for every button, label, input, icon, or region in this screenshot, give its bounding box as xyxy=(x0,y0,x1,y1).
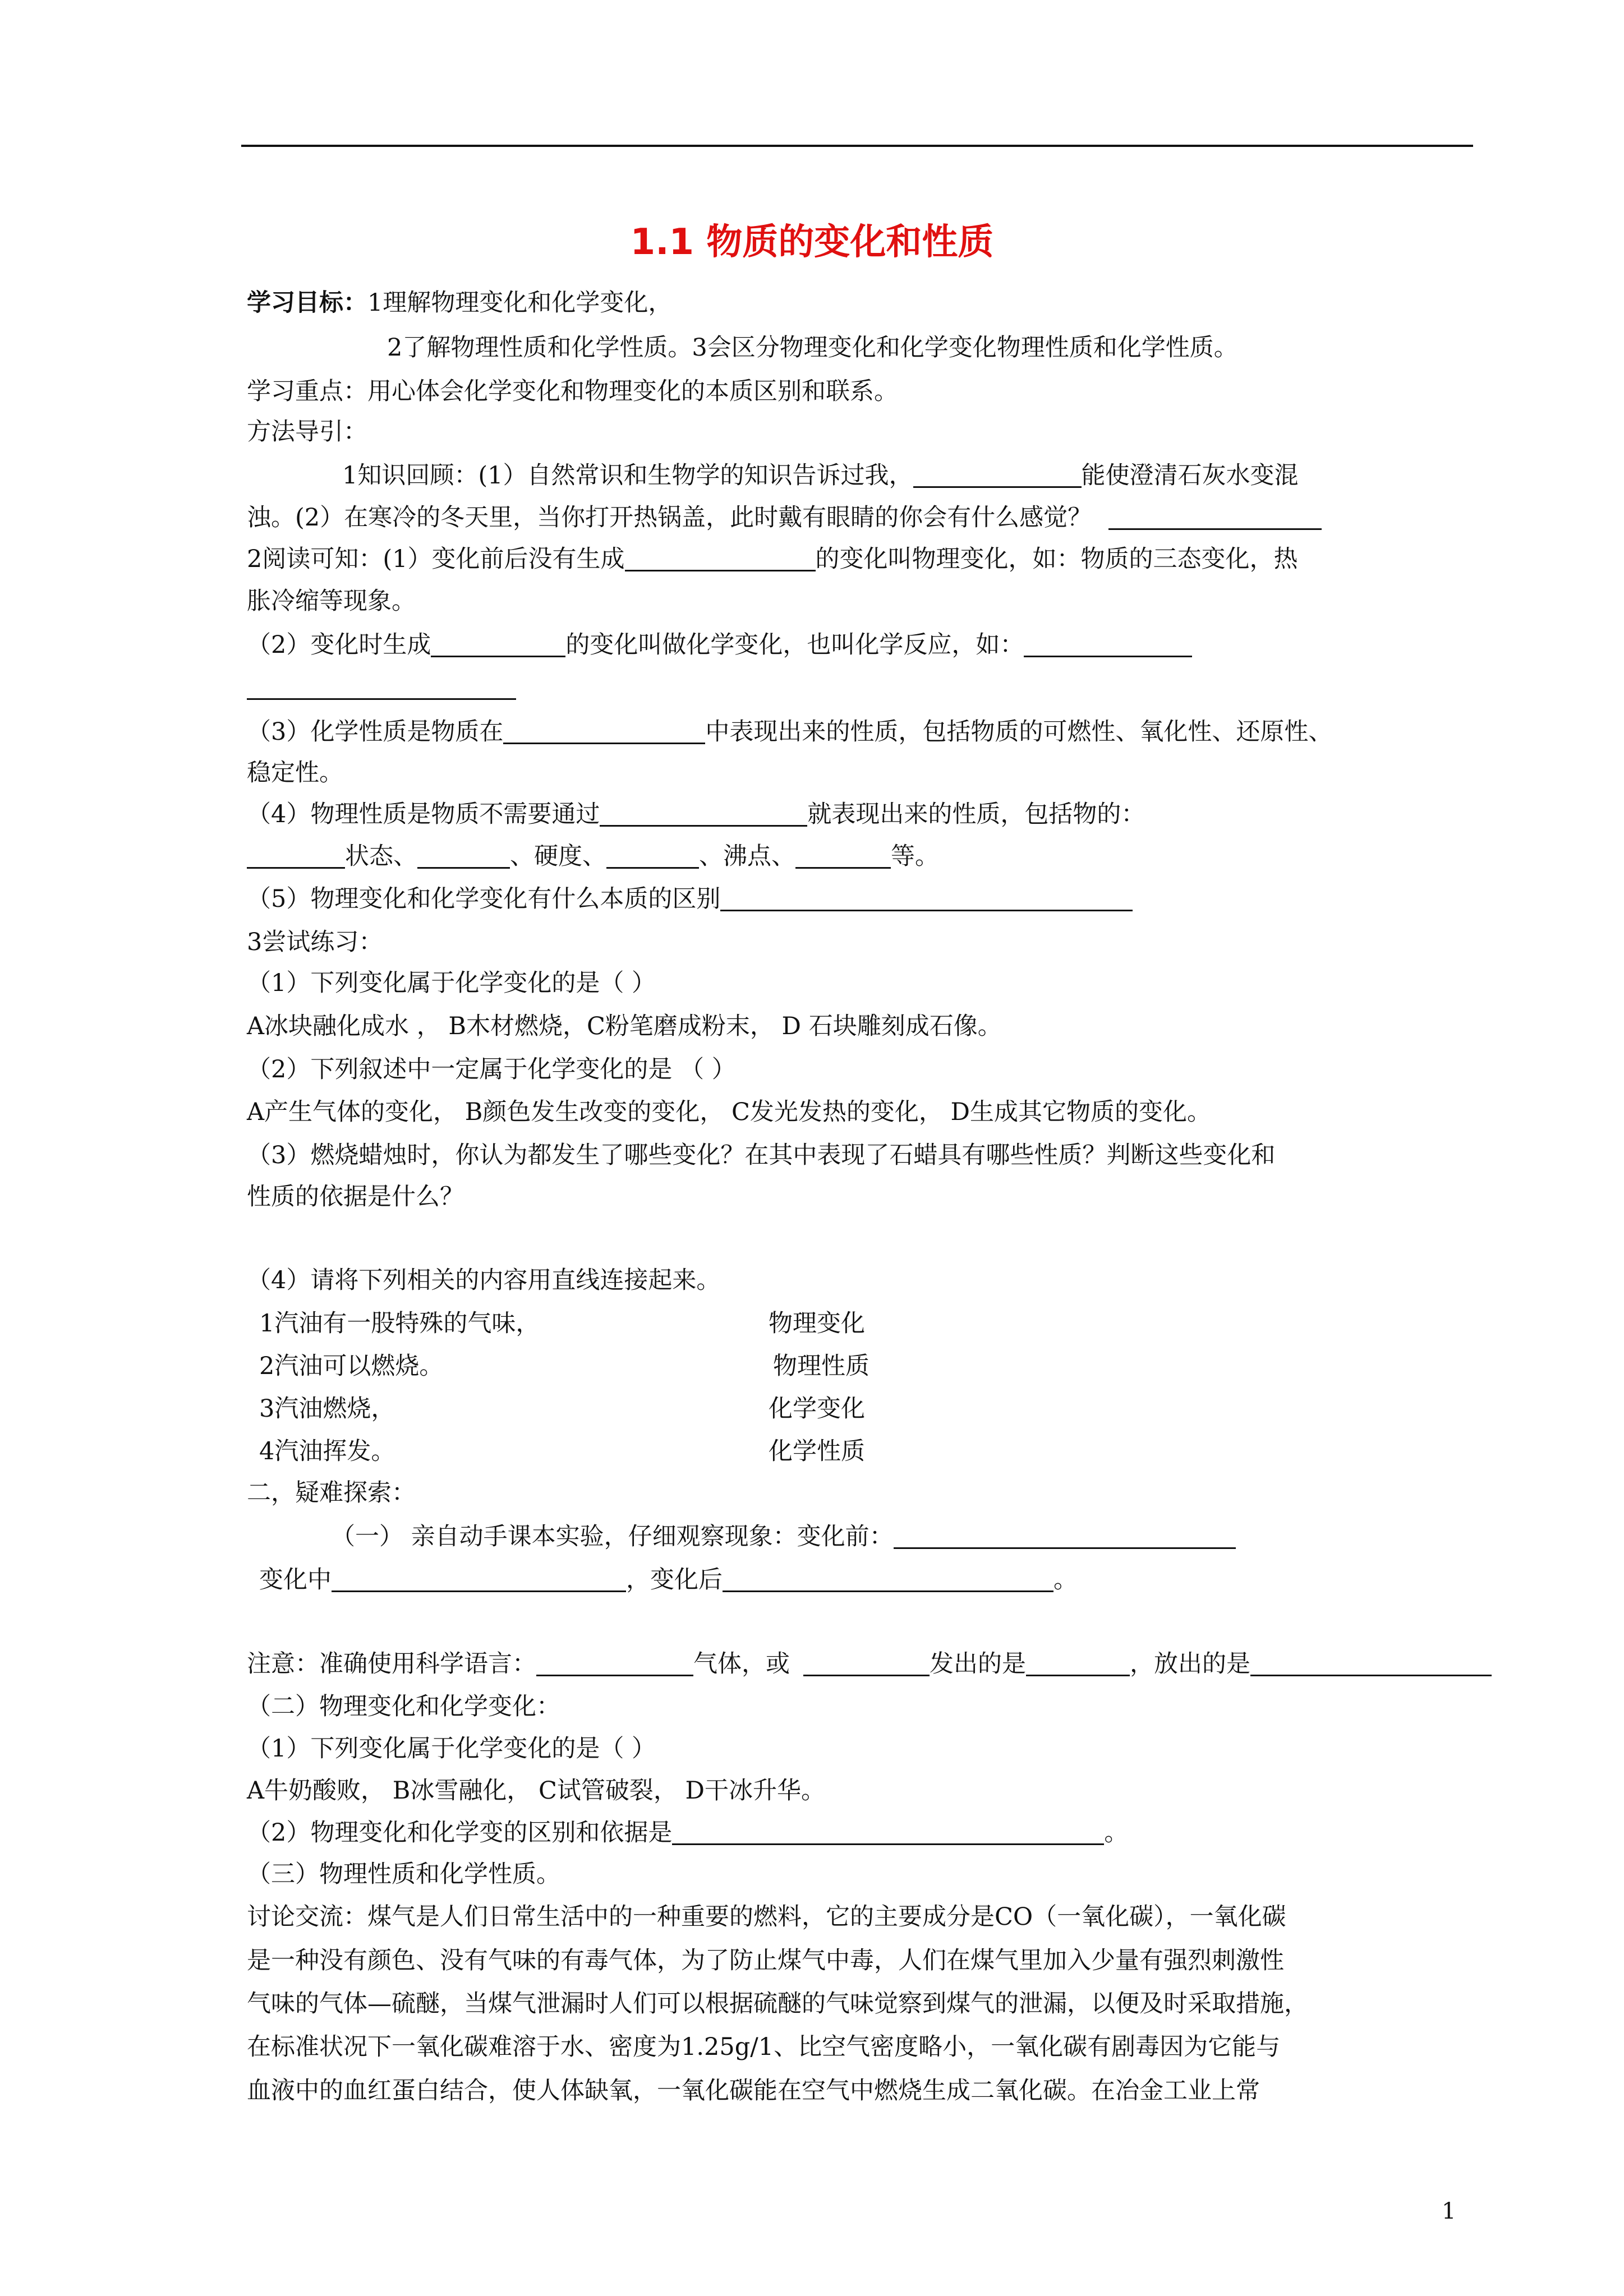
discussion-line: 是一种没有颜色、没有气味的有毒气体，为了防止煤气中毒，人们在煤气里加入少量有强烈刺激性 xyxy=(247,1947,1284,1975)
objective-2: 2了解物理性质和化学性质。3会区分物理变化和化学变化物理性质和化学性质。 xyxy=(387,334,1238,362)
reading-q4: （4）物理性质是物质不需要通过 就表现出来的性质，包括物的： xyxy=(247,797,1145,831)
practice-q2-options: A产生气体的变化， B颜色发生改变的变化， C发光发热的变化， D生成其它物质的变化。 xyxy=(247,1098,1212,1126)
answer-blank[interactable] xyxy=(803,1648,930,1676)
explore-s2-options: A牛奶酸败， B冰雪融化， C试管破裂， D干冰升华。 xyxy=(247,1777,826,1805)
practice-heading: 3尝试练习： xyxy=(247,928,383,956)
review-line-1: 1知识回顾：(1）自然常识和生物学的知识告诉过我， 能使澄清石灰水变混 xyxy=(342,459,1299,492)
answer-blank[interactable] xyxy=(625,543,816,571)
explore-s2-q2: （2）物理变化和化学变的区别和依据是 。 xyxy=(247,1816,1128,1850)
reading-q2-cont xyxy=(247,671,516,704)
match-left-item: 3汽油燃烧， xyxy=(259,1395,395,1423)
header-rule xyxy=(241,145,1473,147)
answer-blank[interactable] xyxy=(795,840,891,869)
answer-blank[interactable] xyxy=(600,798,807,827)
objectives-line-1 xyxy=(247,286,672,320)
answer-blank[interactable] xyxy=(606,840,699,869)
match-right-item: 物理变化 xyxy=(769,1310,865,1338)
explore-s1-cont: 变化中 ，变化后 。 xyxy=(259,1563,1078,1597)
reading-line-2: 胀冷缩等现象。 xyxy=(247,587,416,615)
practice-q1-options: A冰块融化成水 ， B木材燃烧，C粉笔磨成粉末， D 石块雕刻成石像。 xyxy=(247,1012,1002,1040)
answer-blank[interactable] xyxy=(723,1564,1053,1592)
answer-blank[interactable] xyxy=(894,1520,1236,1549)
reading-q3-cont: 稳定性。 xyxy=(247,759,343,787)
discussion-line: 气味的气体—硫醚，当煤气泄漏时人们可以根据硫醚的气味觉察到煤气的泄漏，以便及时采取措施， xyxy=(247,1990,1308,2018)
explore-s2-q1: （1）下列变化属于化学变化的是（ ） xyxy=(247,1735,656,1763)
explore-s1: （一） 亲自动手课本实验，仔细观察现象：变化前： xyxy=(331,1520,1236,1553)
reading-q3: （3）化学性质是物质在 中表现出来的性质，包括物质的可燃性、氧化性、还原性、 xyxy=(247,715,1332,749)
answer-blank[interactable] xyxy=(247,671,516,700)
reading-q4-cont: 状态、 、硬度、 、沸点、 等。 xyxy=(247,840,939,873)
discussion-line: 在标准状况下一氧化碳难溶于水、密度为1.25g/1、比空气密度略小，一氧化碳有剧毒因为它能与 xyxy=(247,2033,1281,2061)
page-number: 1 xyxy=(1442,2198,1456,2224)
reading-q2: （2）变化时生成 的变化叫做化学变化，也叫化学反应，如： xyxy=(247,628,1192,662)
answer-blank[interactable] xyxy=(247,840,345,869)
practice-q3-line-2: 性质的依据是什么？ xyxy=(247,1183,464,1211)
match-left-item: 4汽油挥发。 xyxy=(259,1437,395,1465)
answer-blank[interactable] xyxy=(417,840,510,869)
method-heading: 方法导引： xyxy=(247,418,367,446)
objectives-label: 学习目标： xyxy=(247,289,367,317)
explore-note: 注意：准确使用科学语言： 气体，或 发出的是 ，放出的是 xyxy=(247,1647,1492,1681)
review-line-2: 浊。(2）在寒冷的冬天里，当你打开热锅盖，此时戴有眼睛的你会有什么感觉？ xyxy=(247,501,1322,534)
reading-q5: （5）物理变化和化学变化有什么本质的区别 xyxy=(247,882,1133,916)
match-right-item: 物理性质 xyxy=(773,1352,869,1380)
answer-blank[interactable] xyxy=(1026,1648,1130,1676)
explore-s3: （三）物理性质和化学性质。 xyxy=(247,1860,560,1888)
explore-s2: （二）物理变化和化学变化： xyxy=(247,1693,560,1721)
key-point: 学习重点：用心体会化学变化和物理变化的本质区别和联系。 xyxy=(247,377,898,405)
answer-blank[interactable] xyxy=(503,716,705,744)
match-right-item: 化学变化 xyxy=(769,1395,865,1423)
practice-q2: （2）下列叙述中一定属于化学变化的是 （ ） xyxy=(247,1055,736,1084)
match-left-item: 2汽油可以燃烧。 xyxy=(259,1352,444,1380)
practice-q1: （1）下列变化属于化学变化的是（ ） xyxy=(247,969,656,997)
answer-blank[interactable] xyxy=(332,1564,626,1592)
explore-heading: 二，疑难探索： xyxy=(247,1479,416,1507)
match-right-item: 化学性质 xyxy=(769,1437,865,1465)
answer-blank[interactable] xyxy=(431,629,565,657)
discussion-line: 讨论交流：煤气是人们日常生活中的一种重要的燃料，它的主要成分是CO（一氧化碳），一氧化碳 xyxy=(247,1903,1286,1931)
answer-blank[interactable] xyxy=(1024,629,1192,657)
answer-blank[interactable] xyxy=(913,459,1082,488)
answer-blank[interactable] xyxy=(1250,1648,1492,1676)
answer-blank[interactable] xyxy=(536,1648,693,1676)
answer-blank[interactable] xyxy=(720,883,1133,911)
answer-blank[interactable] xyxy=(1108,501,1322,530)
page-title: 1.1 物质的变化和性质 xyxy=(630,222,994,263)
reading-line-1: 2阅读可知：(1）变化前后没有生成 的变化叫物理变化，如：物质的三态变化，热 xyxy=(247,542,1298,576)
objective-1: 1理解物理变化和化学变化， xyxy=(367,289,673,317)
answer-blank[interactable] xyxy=(672,1816,1104,1845)
practice-q3-line-1: （3）燃烧蜡烛时，你认为都发生了哪些变化？在其中表现了石蜡具有哪些性质？判断这些变化和 xyxy=(247,1141,1276,1169)
practice-q4: （4）请将下列相关的内容用直线连接起来。 xyxy=(247,1266,721,1294)
match-left-item: 1汽油有一股特殊的气味， xyxy=(259,1310,540,1338)
discussion-line: 血液中的血红蛋白结合，使人体缺氧，一氧化碳能在空气中燃烧生成二氧化碳。在冶金工业上常 xyxy=(247,2077,1260,2105)
